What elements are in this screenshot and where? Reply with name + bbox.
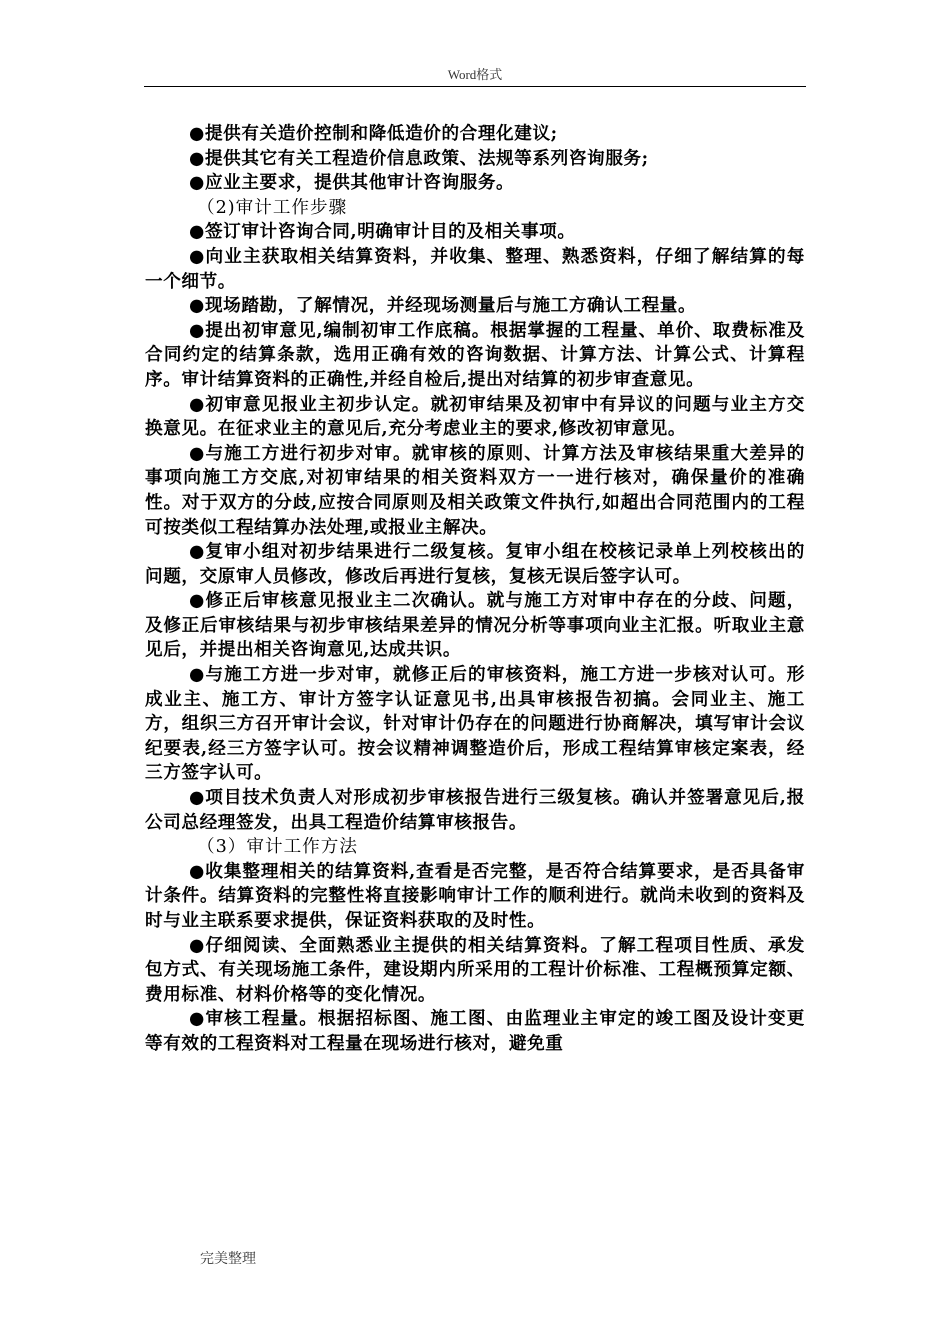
bullet-paragraph: ●项目技术负责人对形成初步审核报告进行三级复核。确认并签署意见后,报公司总经理签发，出具工程造价结算审核报告。 [145, 787, 805, 833]
bullet-paragraph: ●签订审计咨询合同,明确审计目的及相关事项。 [189, 221, 576, 243]
bullet-paragraph: ●审核工程量。根据招标图、施工图、由监理业主审定的竣工图及设计变更等有效的工程资料对工程量在现场进行核对，避免重 [145, 1008, 805, 1054]
bullet-paragraph: ●应业主要求，提供其他审计咨询服务。 [189, 172, 515, 194]
bullet-paragraph: ●仔细阅读、全面熟悉业主提供的相关结算资料。了解工程项目性质、承发包方式、有关现场施工条件，建设期内所采用的工程计价标准、工程概预算定额、费用标准、材料价格等的变化情况。 [145, 934, 805, 1005]
section-heading: （2)审计工作步骤 [197, 197, 348, 218]
bullet-paragraph: ●收集整理相关的结算资料,查看是否完整，是否符合结算要求，是否具备审计条件。结算资料的完整性将直接影响审计工作的顺利进行。就尚未收到的资料及时与业主联系要求提供，保证资料获取的及时性。 [145, 860, 805, 931]
bullet-paragraph: ●复审小组对初步结果进行二级复核。复审小组在校核记录单上列校核出的问题，交原审人员修改，修改后再进行复核，复核无误后签字认可。 [145, 541, 805, 587]
bullet-paragraph: ●修正后审核意见报业主二次确认。就与施工方对审中存在的分歧、问题，及修正后审核结果与初步审核结果差异的情况分析等事项向业主汇报。听取业主意见后，并提出相关咨询意见,达成共识。 [145, 590, 805, 661]
bullet-paragraph: ●提出初审意见,编制初审工作底稿。根据掌握的工程量、单价、取费标准及合同约定的结算条款，选用正确有效的咨询数据、计算方法、计算公式、计算程序。审计结算资料的正确性,并经自检后,提出对结算的初步审查意见。 [145, 319, 805, 390]
bullet-paragraph: ●现场踏勘，了解情况，并经现场测量后与施工方确认工程量。 [189, 295, 697, 317]
bullet-paragraph: ●向业主获取相关结算资料，并收集、整理、熟悉资料，仔细了解结算的每一个细节。 [145, 245, 805, 292]
bullet-paragraph: ●初审意见报业主初步认定。就初审结果及初审中有异议的问题与业主方交换意见。在征求业主的意见后,充分考虑业主的要求,修改初审意见。 [145, 393, 805, 440]
header-divider [144, 86, 806, 87]
bullet-paragraph: ●提供有关造价控制和降低造价的合理化建议; [189, 123, 558, 144]
page-footer-text: 完美整理 [200, 1252, 256, 1267]
section-heading: （3）审计工作方法 [197, 837, 358, 858]
document-body [145, 122, 805, 1057]
bullet-paragraph: ●与施工方进一步对审，就修正后的审核资料，施工方进一步核对认可。形成业主、施工方、审计方签字认证意见书,出具审核报告初搞。会同业主、施工方，组织三方召开审计会议，针对审计仍存在的问题进行协商解决，填写审计会议纪要表,经三方签字认可。按会议精神调整造价后，形成工程结算审核定案表，经三方签字认可。 [145, 664, 805, 784]
bullet-paragraph: ●提供其它有关工程造价信息政策、法规等系列咨询服务; [189, 147, 649, 169]
page-header-title: Word格式 [447, 67, 503, 82]
bullet-paragraph: ●与施工方进行初步对审。就审核的原则、计算方法及审核结果重大差异的事项向施工方交底,对初审结果的相关资料双方一一进行核对，确保量价的准确性。对于双方的分歧,应按合同原则及相关政策文件执行,如超出合同范围内的工程可按类似工程结算办法处理,或报业主解决。 [145, 442, 805, 538]
